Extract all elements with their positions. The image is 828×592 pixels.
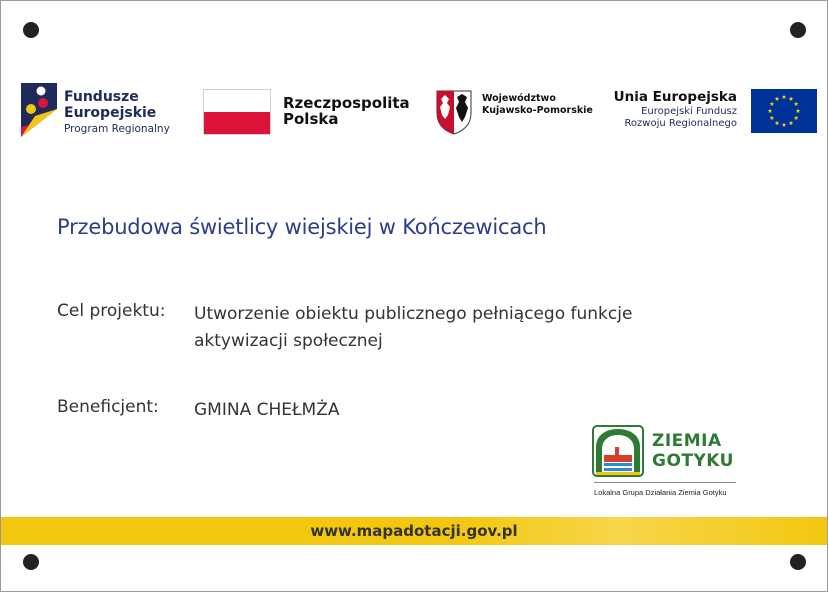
fundusze-europejskie-icon xyxy=(21,81,57,139)
rzeczpospolita-line2: Polska xyxy=(283,109,339,128)
mounting-hole xyxy=(23,554,39,570)
goal-value: Utworzenie obiektu publicznego pełniącego funkcje aktywizacji społecznej xyxy=(194,304,633,352)
fundusze-europejskie-logo xyxy=(21,81,171,139)
footer-bar xyxy=(1,517,827,545)
polish-flag-icon xyxy=(203,89,271,135)
wojewodztwo-line1: Województwo xyxy=(482,93,556,104)
ziemia-gotyku-line1: ZIEMIA xyxy=(652,431,722,451)
unia-line2: Europejski Fundusz xyxy=(641,105,737,117)
beneficiary-label: Beneficjent: xyxy=(57,397,159,417)
lgd-caption: Lokalna Grupa Działania Ziemia Gotyku xyxy=(594,488,727,497)
wojewodztwo-logo xyxy=(435,89,595,135)
eu-flag-icon xyxy=(751,89,817,133)
fundusze-line1: Fundusze xyxy=(64,89,139,105)
beneficiary-value: GMINA CHEŁMŻA xyxy=(194,400,340,420)
mounting-hole xyxy=(790,554,806,570)
unia-line1: Unia Europejska xyxy=(613,89,737,105)
ziemia-gotyku-logo xyxy=(592,425,742,501)
wojewodztwo-line2: Kujawsko-Pomorskie xyxy=(482,105,593,117)
divider xyxy=(594,482,736,483)
mounting-hole xyxy=(23,22,39,38)
fundusze-line3: Program Regionalny xyxy=(64,123,170,136)
ziemia-gotyku-icon xyxy=(592,425,644,477)
rzeczpospolita-polska-logo xyxy=(203,89,413,135)
coat-of-arms-icon xyxy=(435,89,473,135)
rzeczpospolita-line1: Rzeczpospolita xyxy=(283,94,410,112)
mounting-hole xyxy=(790,22,806,38)
ziemia-gotyku-line2: GOTYKU xyxy=(652,451,734,472)
unia-line3: Rozwoju Regionalnego xyxy=(624,118,737,130)
unia-europejska-logo xyxy=(601,89,817,135)
fundusze-line2: Europejskie xyxy=(64,105,157,122)
project-title: Przebudowa świetlicy wiejskiej w Kończewicach xyxy=(57,215,547,239)
footer-url[interactable]: www.mapadotacji.gov.pl xyxy=(310,522,518,540)
goal-label: Cel projektu: xyxy=(57,301,166,321)
